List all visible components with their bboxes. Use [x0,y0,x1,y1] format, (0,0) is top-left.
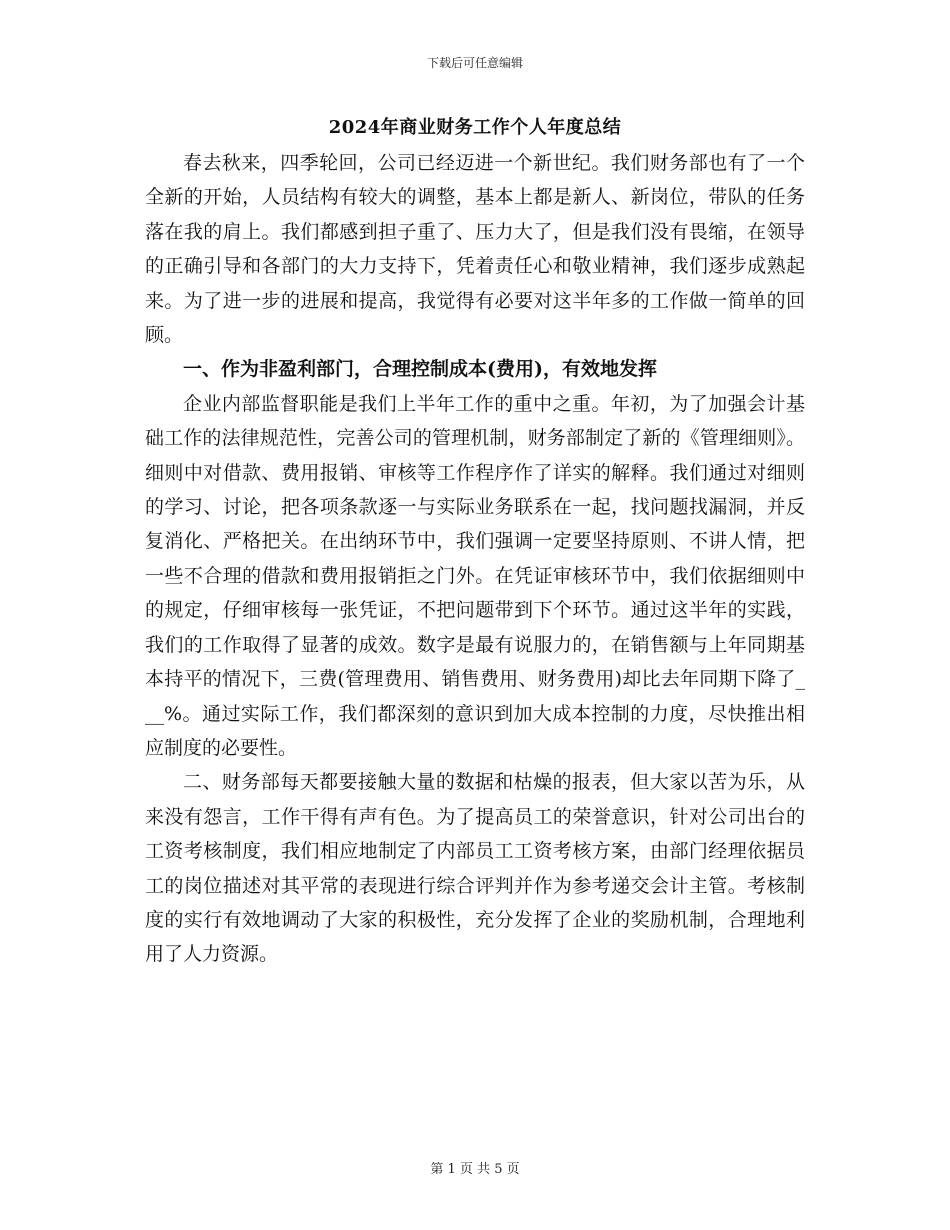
paragraph-cost-control: 企业内部监督职能是我们上半年工作的重中之重。年初，为了加强会计基础工作的法律规范性，完善公司的管理机制，财务部制定了新的《管理细则》。细则中对借款、费用报销、审核等工作程序作了详实的解释。我们通过对细则的学习、讨论，把各项条款逐一与实际业务联系在一起，找问题找漏洞，并反复消化、严格把关。在出纳环节中，我们强调一定要坚持原则、不讲人情，把一些不合理的借款和费用报销拒之门外。在凭证审核环节中，我们依据细则中的规定，仔细审核每一张凭证，不把问题带到下个环节。通过这半年的实践，我们的工作取得了显著的成效。数字是最有说服力的，在销售额与上年同期基本持平的情况下，三费(管理费用、销售费用、财务费用)却比去年同期下降了___%。通过实际工作，我们都深刻的意识到加大成本控制的力度，尽快推出相应制度的必要性。 [145,392,805,759]
section-heading-1: 一、作为非盈利部门，合理控制成本(费用)，有效地发挥 [183,358,657,381]
paragraph-section-2: 二、财务部每天都要接触大量的数据和枯燥的报表，但大家以苦为乐，从来没有怨言，工作干得有声有色。为了提高员工的荣誉意识，针对公司出台的工资考核制度，我们相应地制定了内部员工工资考核方案，由部门经理依据员工的岗位描述对其平常的表现进行综合评判并作为参考递交会计主管。考核制度的实行有效地调动了大家的积极性，充分发挥了企业的奖励机制，合理地利用了人力资源。 [145,771,805,966]
page-number-footer: 第 1 页 共 5 页 [430,1162,520,1177]
paragraph-intro: 春去秋来，四季轮回，公司已经迈进一个新世纪。我们财务部也有了一个全新的开始，人员结构有较大的调整，基本上都是新人、新岗位，带队的任务落在我的肩上。我们都感到担子重了、压力大了，但是我们没有畏缩，在领导的正确引导和各部门的大力支持下，凭着责任心和敬业精神，我们逐步成熟起来。为了进一步的进展和提高，我觉得有必要对这半年多的工作做一简单的回顾。 [145,152,805,347]
document-body [145,146,805,972]
page-header-note: 下载后可任意编辑 [426,56,523,70]
document-title: 2024年商业财务工作个人年度总结 [328,117,622,138]
